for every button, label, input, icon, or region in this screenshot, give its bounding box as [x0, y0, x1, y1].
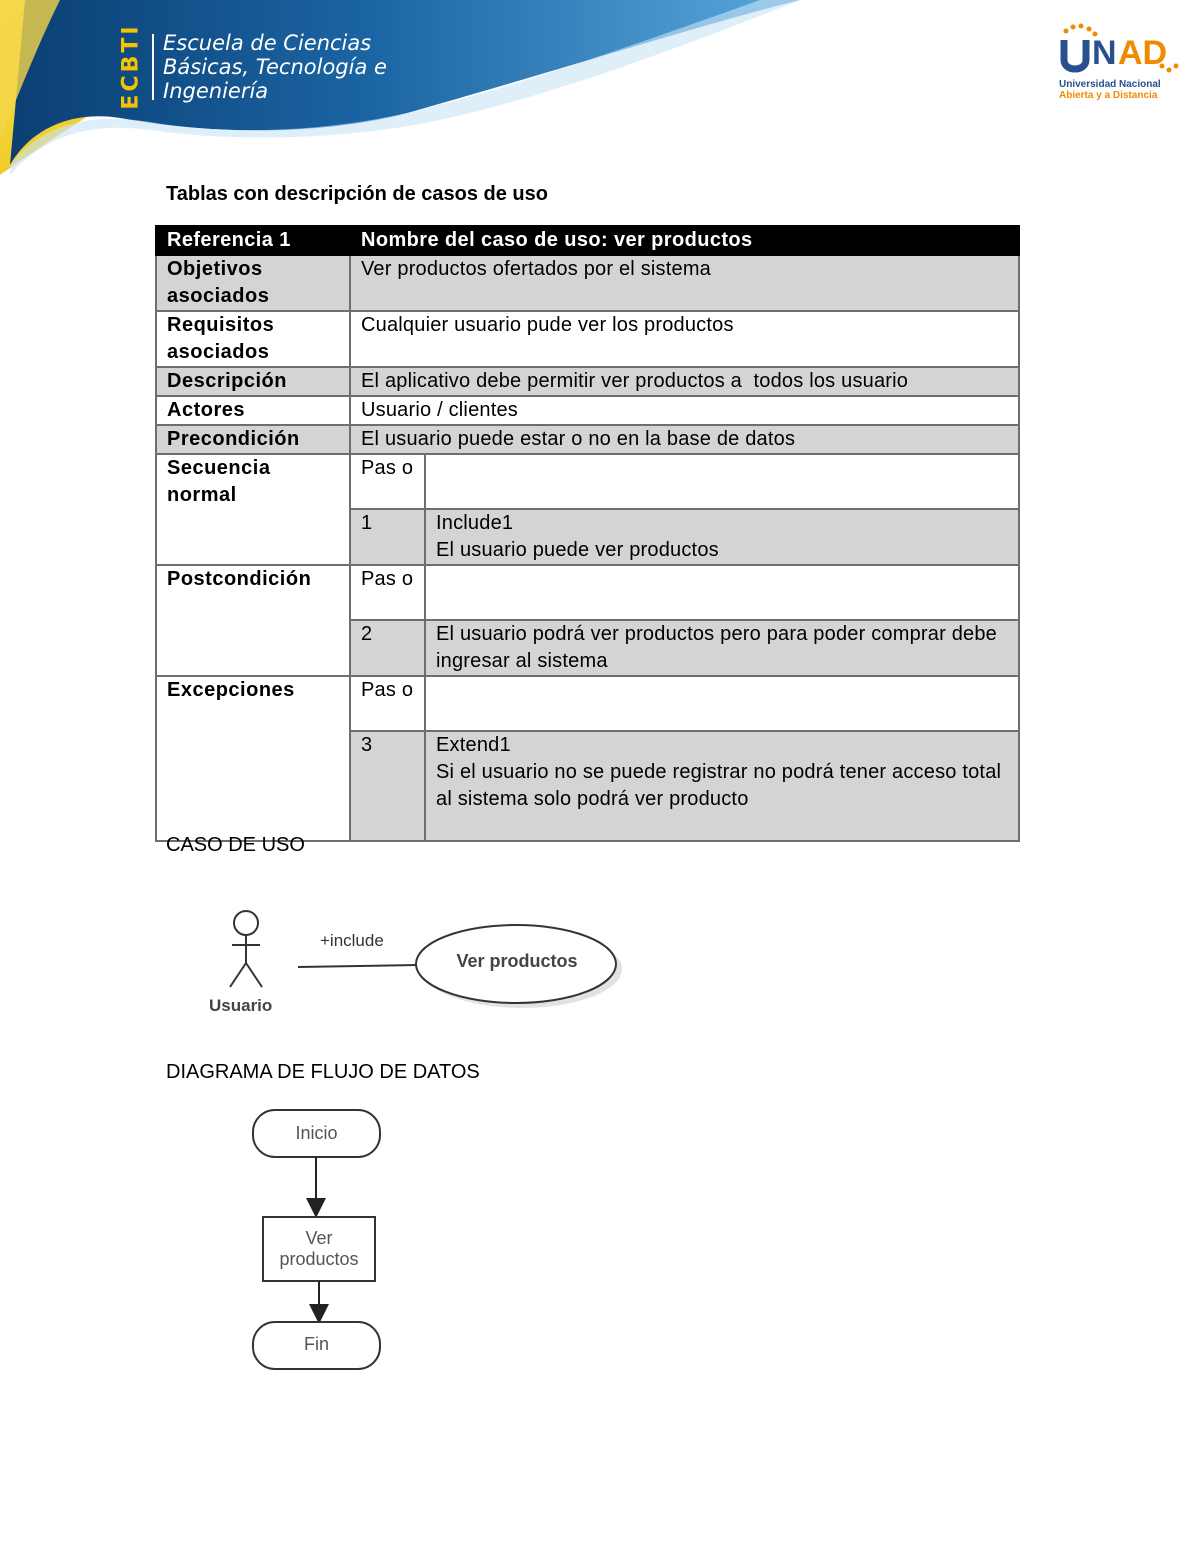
page-title: Tablas con descripción de casos de uso — [166, 183, 548, 205]
secuencia-step-line-2: El usuario puede ver productos — [436, 539, 719, 561]
objetivos-value: Ver productos ofertados por el sistema — [350, 255, 1019, 311]
actor-label: Usuario — [209, 996, 273, 1015]
secuencia-label: Secuencia normal — [156, 454, 350, 565]
row-actores — [156, 396, 1019, 425]
process-label-line-2: productos — [279, 1249, 359, 1269]
row-objetivos — [156, 255, 1019, 311]
header-divider — [152, 34, 154, 100]
requisitos-label: Requisitos asociados — [156, 311, 350, 367]
use-case-name: Ver productos — [456, 951, 578, 971]
ecbti-text: ECBTI — [118, 22, 144, 110]
start-label: Inicio — [295, 1123, 338, 1143]
actores-label: Actores — [156, 396, 350, 425]
page-header — [0, 0, 1200, 175]
descripcion-label: Descripción — [156, 367, 350, 396]
row-precondicion — [156, 425, 1019, 454]
requisitos-value: Cualquier usuario pude ver los productos — [350, 311, 1019, 367]
excepciones-step-line-1: Extend1 — [436, 734, 511, 756]
school-name — [163, 31, 387, 103]
row-excepciones-paso — [156, 676, 1019, 731]
excepciones-step-text — [425, 731, 1019, 841]
logo-ad: AD — [1118, 34, 1168, 72]
descripcion-value: El aplicativo debe permitir ver productos a todos los usuario — [350, 367, 1019, 396]
logo-caption-line-2: Abierta y a Distancia — [1059, 90, 1158, 101]
actores-value: Usuario / clientes — [350, 396, 1019, 425]
row-postcondicion-paso — [156, 565, 1019, 620]
use-case-title: CASO DE USO — [166, 834, 305, 856]
secuencia-step-line-1: Include1 — [436, 512, 514, 534]
end-label: Fin — [303, 1334, 329, 1354]
postcondicion-label: Postcondición — [156, 565, 350, 676]
precondicion-label: Precondición — [156, 425, 350, 454]
excepciones-step-line-2: Si el usuario no se puede registrar no podrá tener acceso total al sistema solo podrá ver producto — [436, 761, 1002, 810]
row-requisitos — [156, 311, 1019, 367]
include-association — [298, 965, 417, 967]
unad-logo — [1056, 22, 1186, 107]
postcondicion-step-number: 2 — [350, 620, 425, 676]
process-label — [263, 1228, 375, 1270]
secuencia-step-number: 1 — [350, 509, 425, 565]
flow-diagram-title: DIAGRAMA DE FLUJO DE DATOS — [166, 1061, 480, 1083]
use-case-table — [155, 225, 1020, 842]
logo-n: N — [1092, 34, 1117, 72]
unad-logo-mark — [1056, 22, 1186, 80]
excepciones-step-number: 3 — [350, 731, 425, 841]
secuencia-paso-label: Pas o — [350, 454, 425, 509]
ref-label: Referencia 1 — [156, 226, 350, 255]
logo-caption — [1059, 79, 1161, 101]
row-secuencia-paso — [156, 454, 1019, 509]
include-label: +include — [320, 931, 384, 950]
excepciones-label: Excepciones — [156, 676, 350, 841]
case-name-label: Nombre del caso de uso: ver productos — [350, 226, 1019, 255]
row-descripcion — [156, 367, 1019, 396]
postcondicion-paso-blank — [425, 565, 1019, 620]
secuencia-paso-blank — [425, 454, 1019, 509]
precondicion-value: El usuario puede estar o no en la base de datos — [350, 425, 1019, 454]
ecbti-mark — [112, 22, 150, 110]
school-line-1: Escuela de Ciencias — [163, 31, 372, 55]
excepciones-paso-label: Pas o — [350, 676, 425, 731]
logo-caption-line-1: Universidad Nacional — [1059, 79, 1161, 90]
postcondicion-step-text: El usuario podrá ver productos pero para poder comprar debe ingresar al sistema — [425, 620, 1019, 676]
process-label-line-1: Ver — [305, 1228, 333, 1248]
school-line-3: Ingeniería — [163, 79, 269, 103]
table-header-row — [156, 226, 1019, 255]
secuencia-step-text — [425, 509, 1019, 565]
actor-figure — [230, 911, 262, 987]
postcondicion-paso-label: Pas o — [350, 565, 425, 620]
objetivos-label: Objetivos asociados — [156, 255, 350, 311]
school-line-2: Básicas, Tecnología e — [163, 55, 387, 79]
excepciones-paso-blank — [425, 676, 1019, 731]
